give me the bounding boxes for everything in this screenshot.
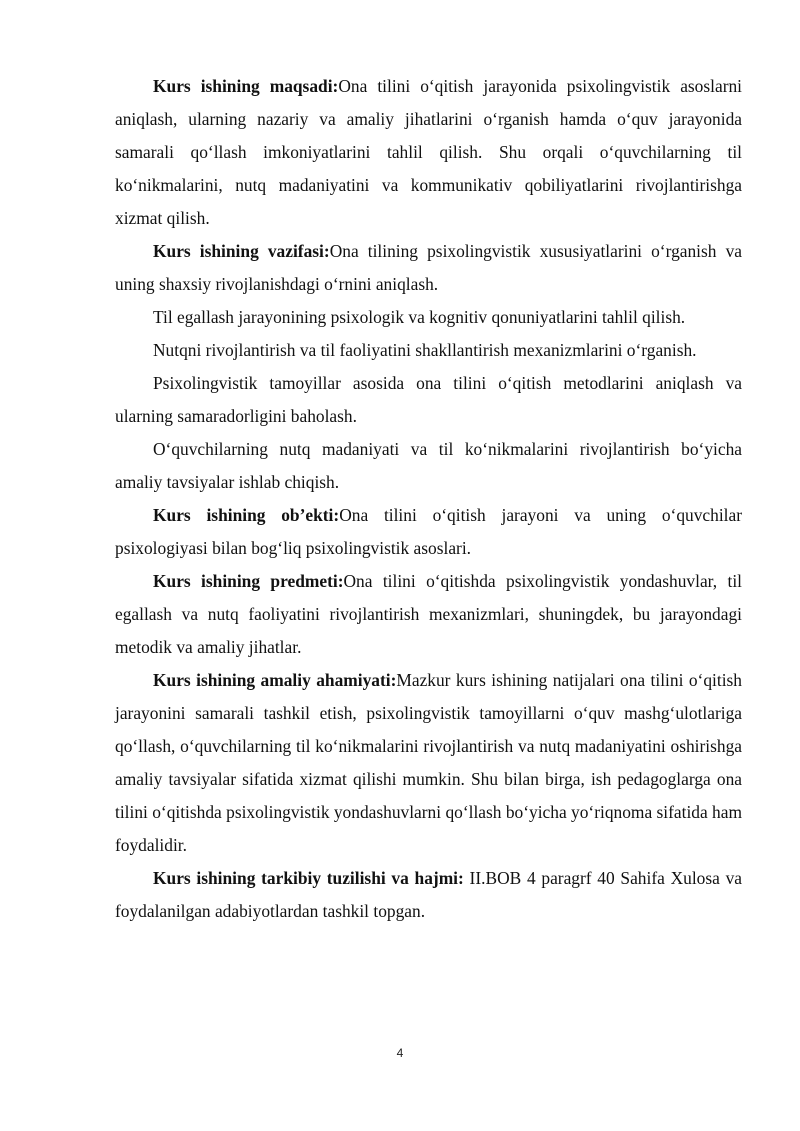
paragraph-text: Mazkur kurs ishining natijalari ona tilini o‘qitish jarayonini samarali tashkil etish, psixolingvistik tamoyillarni o‘quv mashg‘ulotlariga qo‘llash, o‘quvchilarning til ko‘nikmalarini rivojlantirish va nutq madaniyatini oshirishga amaliy tavsiyalar sifatida xizmat qilishi mumkin. Shu bilan birga, ish pedagoglarga ona tilini o‘qitishda psixolingvistik yondashuvlarni qo‘llash bo‘yicha yo‘riqnoma sifatida ham foydalidir. [115, 670, 742, 855]
paragraph-task-item [115, 301, 742, 334]
paragraph-object [115, 499, 742, 565]
page-number: 4 [396, 1046, 404, 1060]
paragraph-lead: Kurs ishining tarkibiy tuzilishi va hajmi: [153, 868, 464, 888]
paragraph-structure [115, 862, 742, 928]
paragraph-lead: Kurs ishining ob’ekti: [153, 505, 340, 525]
paragraph-lead: Kurs ishining vazifasi: [153, 241, 330, 261]
paragraph-text: Psixolingvistik tamoyillar asosida ona tilini o‘qitish metodlarini aniqlash va ularning samaradorligini baholash. [115, 373, 742, 426]
paragraph-text: Ona tilini o‘qitishda psixolingvistik yondashuvlar, til egallash va nutq faoliyatini rivojlantirish mexanizmlari, shuningdek, bu jarayondagi metodik va amaliy jihatlar. [115, 571, 742, 657]
paragraph-text: Ona tilini o‘qitish jarayoni va uning o‘quvchilar psixologiyasi bilan bog‘liq psixolingvistik asoslari. [115, 505, 742, 558]
paragraph-text: Ona tilining psixolingvistik xususiyatlarini o‘rganish va uning shaxsiy rivojlanishdagi o‘rnini aniqlash. [115, 241, 742, 294]
paragraph-lead: Kurs ishining maqsadi: [153, 76, 339, 96]
paragraph-lead: Kurs ishining predmeti: [153, 571, 344, 591]
document-page [115, 70, 742, 928]
paragraph-lead: Kurs ishining amaliy ahamiyati: [153, 670, 397, 690]
paragraph-text: II.BOB 4 paragrf 40 Sahifa Xulosa va foydalanilgan adabiyotlardan tashkil topgan. [115, 868, 742, 921]
paragraph-subject [115, 565, 742, 664]
paragraph-task-item [115, 367, 742, 433]
paragraph-task-item [115, 433, 742, 499]
paragraph-practical-importance [115, 664, 742, 862]
paragraph-text: Nutqni rivojlantirish va til faoliyatini shakllantirish mexanizmlarini o‘rganish. [153, 340, 697, 360]
paragraph-text: Ona tilini o‘qitish jarayonida psixolingvistik asoslarni aniqlash, ularning nazariy va amaliy jihatlarini o‘rganish hamda o‘quv jarayonida samarali qo‘llash imkoniyatlarini tahlil qilish. Shu orqali o‘quvchilarning til ko‘nikmalarini, nutq madaniyatini va kommunikativ qobiliyatlarini rivojlantirishga xizmat qilish. [115, 76, 743, 228]
paragraph-goal [115, 70, 742, 235]
paragraph-text: O‘quvchilarning nutq madaniyati va til ko‘nikmalarini rivojlantirish bo‘yicha amaliy tavsiyalar ishlab chiqish. [115, 439, 742, 492]
paragraph-text: Til egallash jarayonining psixologik va kognitiv qonuniyatlarini tahlil qilish. [153, 307, 686, 327]
paragraph-task [115, 235, 742, 301]
paragraph-task-item [115, 334, 742, 367]
